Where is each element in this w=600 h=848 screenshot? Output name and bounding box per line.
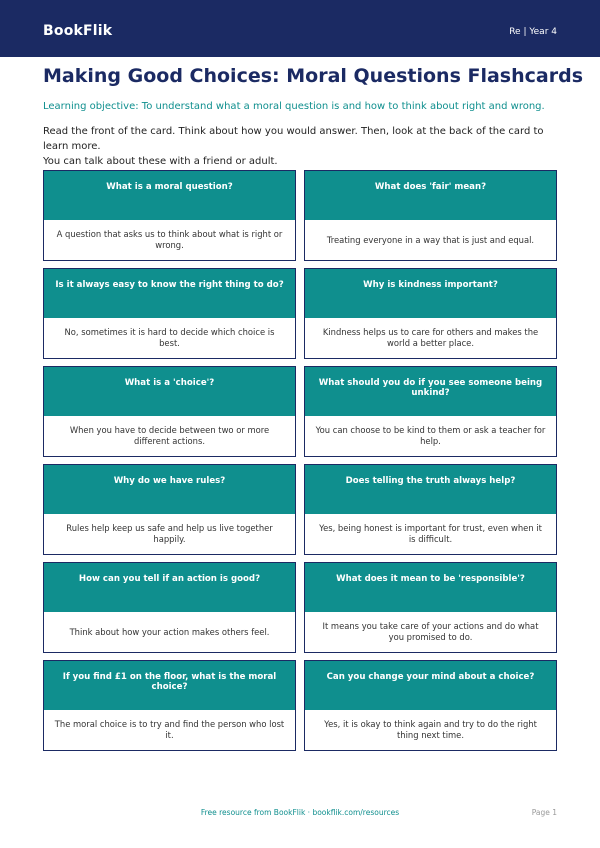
- card-question: What is a moral question?: [44, 171, 295, 220]
- card-question: What should you do if you see someone being unkind?: [305, 367, 556, 416]
- subject-year: Re | Year 4: [509, 27, 557, 37]
- flashcard[interactable]: [43, 170, 296, 261]
- card-answer: It means you take care of your actions and do what you promised to do.: [322, 621, 539, 642]
- card-answer: Kindness helps us to care for others and makes the world a better place.: [322, 327, 539, 348]
- card-question: What does it mean to be 'responsible'?: [305, 563, 556, 612]
- card-question: What does 'fair' mean?: [305, 171, 556, 220]
- card-question: Why do we have rules?: [44, 465, 295, 514]
- page-title: Making Good Choices: Moral Questions Flashcards: [43, 65, 584, 87]
- card-question: Is it always easy to know the right thing to do?: [44, 269, 295, 318]
- card-answer: Think about how your action makes others feel.: [69, 626, 270, 637]
- flashcard[interactable]: [304, 268, 557, 359]
- footer-credit[interactable]: Free resource from BookFlik · bookflik.com/resources: [200, 808, 400, 817]
- card-question: Does telling the truth always help?: [305, 465, 556, 514]
- card-answer: When you have to decide between two or more different actions.: [69, 425, 270, 446]
- card-answer: Yes, being honest is important for trust, even when it is difficult.: [319, 523, 542, 544]
- card-answer: No, sometimes it is hard to decide which choice is best.: [64, 327, 275, 348]
- card-answer: The moral choice is to try and find the person who lost it.: [54, 719, 285, 740]
- intro-line-2: You can talk about these with a friend or adult.: [43, 156, 278, 167]
- card-question: What is a 'choice'?: [44, 367, 295, 416]
- flashcard[interactable]: [304, 366, 557, 457]
- brand-logo[interactable]: BookFlik: [43, 23, 113, 39]
- flashcard[interactable]: [43, 660, 296, 751]
- card-question: Can you change your mind about a choice?: [305, 661, 556, 710]
- page-number: Page 1: [531, 808, 557, 817]
- card-answer: A question that asks us to think about what is right or wrong.: [56, 229, 283, 250]
- flashcard[interactable]: [304, 464, 557, 555]
- card-answer: Rules help keep us safe and help us live together happily.: [66, 523, 273, 544]
- header-bar: [0, 0, 600, 57]
- card-question: How can you tell if an action is good?: [44, 563, 295, 612]
- card-question: If you find £1 on the floor, what is the moral choice?: [44, 661, 295, 710]
- flashcard[interactable]: [43, 464, 296, 555]
- learning-objective: Learning objective: To understand what a moral question is and how to think about right and wrong.: [43, 101, 545, 112]
- card-answer: Treating everyone in a way that is just and equal.: [326, 234, 535, 245]
- flashcard[interactable]: [43, 268, 296, 359]
- flashcard[interactable]: [43, 562, 296, 653]
- card-question: Why is kindness important?: [305, 269, 556, 318]
- flashcard[interactable]: [304, 562, 557, 653]
- intro-line-1: Read the front of the card. Think about how you would answer. Then, look at the back of the card to learn more.: [43, 126, 544, 152]
- flashcard[interactable]: [304, 170, 557, 261]
- card-answer: Yes, it is okay to think again and try to do the right thing next time.: [324, 719, 537, 740]
- intro-text: [43, 124, 563, 169]
- flashcard[interactable]: [43, 366, 296, 457]
- flashcard[interactable]: [304, 660, 557, 751]
- card-answer: You can choose to be kind to them or ask a teacher for help.: [315, 425, 546, 446]
- flashcard-grid: [43, 170, 557, 751]
